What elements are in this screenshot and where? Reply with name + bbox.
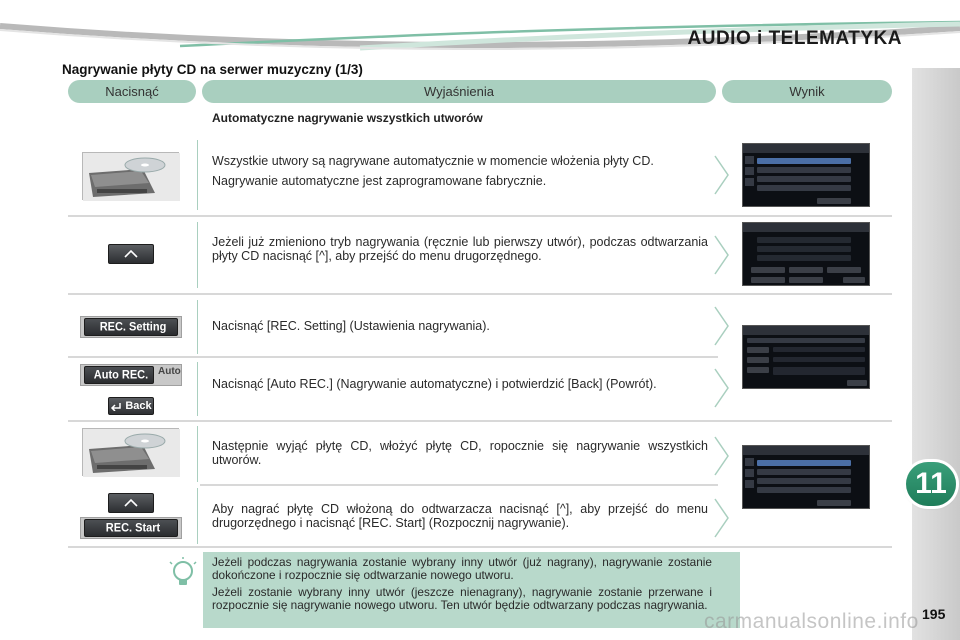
note-text: Jeżeli podczas nagrywania zostanie wybrany inny utwór (już nagrany), nagrywanie zostanie dokończone i rozpocznie się odtwarzanie nowego utworu. Jeżeli zostanie wybrany inny utwór (jeszcze nienagrany), nagrywanie zostanie przerwane i rozpocznie się nagrywanie nowego utworu. Ten utwór będzie odtwarzany podczas nagrywania. bbox=[212, 555, 712, 612]
chevron-right-icon bbox=[714, 368, 730, 408]
back-arrow-icon bbox=[110, 401, 122, 411]
row-6-text: Aby nagrać płytę CD włożoną do odtwarzacza nacisnąć [^], aby przejść do menu drugorzędnego i nacisnąć [REC. Start] (Rozpocznij nagrywanie). bbox=[212, 502, 708, 530]
column-header-explanation: Wyjaśnienia bbox=[202, 80, 716, 103]
result-screen-track-list bbox=[742, 143, 870, 207]
section-title: Nagrywanie płyty CD na serwer muzyczny (1/3) bbox=[62, 62, 363, 77]
column-header-result: Wynik bbox=[722, 80, 892, 103]
row-separator bbox=[68, 215, 892, 217]
row-3-text: Nacisnąć [REC. Setting] (Ustawienia nagrywania). bbox=[212, 319, 490, 333]
row-separator bbox=[200, 484, 718, 486]
auto-rec-suffix: Auto bbox=[158, 366, 181, 377]
rec-setting-button[interactable]: REC. Setting bbox=[84, 318, 178, 336]
page-number: 195 bbox=[922, 606, 946, 622]
row-4-text: Nacisnąć [Auto REC.] (Nagrywanie automatyczne) i potwierdzić [Back] (Powrót). bbox=[212, 377, 657, 391]
caret-up-icon bbox=[124, 499, 138, 507]
cd-insert-icon bbox=[82, 428, 179, 476]
chevron-right-icon bbox=[714, 306, 730, 346]
result-screen-rec-setting bbox=[742, 325, 870, 389]
chevron-right-icon bbox=[714, 235, 730, 275]
cd-insert-icon bbox=[82, 152, 179, 200]
row-separator bbox=[68, 293, 892, 295]
chapter-title: AUDIO i TELEMATYKA bbox=[687, 28, 902, 49]
result-screen-submenu bbox=[742, 222, 870, 286]
chevron-right-icon bbox=[714, 436, 730, 476]
rec-start-button[interactable]: REC. Start bbox=[84, 519, 178, 537]
row-separator bbox=[68, 420, 892, 422]
caret-up-icon bbox=[124, 250, 138, 258]
back-button[interactable]: Back bbox=[108, 397, 154, 415]
row-separator bbox=[68, 546, 892, 548]
column-divider bbox=[197, 488, 198, 544]
side-strip bbox=[912, 68, 960, 640]
chevron-right-icon bbox=[714, 155, 730, 195]
column-divider bbox=[197, 362, 198, 416]
chevron-right-icon bbox=[714, 498, 730, 538]
up-arrow-button[interactable] bbox=[108, 244, 154, 264]
lightbulb-icon bbox=[166, 556, 200, 590]
row-separator bbox=[68, 356, 718, 358]
row-1-text: Wszystkie utwory są nagrywane automatycznie w momencie włożenia płyty CD. Nagrywanie automatyczne jest zaprogramowane fabrycznie. bbox=[212, 154, 654, 188]
result-screen-recording bbox=[742, 445, 870, 509]
watermark: carmanualsonline.info bbox=[704, 610, 919, 633]
column-header-press: Nacisnąć bbox=[68, 80, 196, 103]
column-divider bbox=[197, 300, 198, 354]
auto-rec-button[interactable]: Auto REC. bbox=[84, 366, 154, 384]
up-arrow-button[interactable] bbox=[108, 493, 154, 513]
subheading: Automatyczne nagrywanie wszystkich utworów bbox=[212, 111, 483, 125]
row-2-text: Jeżeli już zmieniono tryb nagrywania (ręcznie lub pierwszy utwór), podczas odtwarzania płyty CD nacisnąć [^], aby przejść do menu drugorzędnego. bbox=[212, 235, 708, 263]
column-divider bbox=[197, 426, 198, 482]
row-5-text: Następnie wyjąć płytę CD, włożyć płytę CD, ropocznie się nagrywanie wszystkich utworów. bbox=[212, 439, 708, 467]
column-divider bbox=[197, 222, 198, 288]
column-divider bbox=[197, 140, 198, 210]
chapter-badge: 11 bbox=[906, 462, 956, 506]
